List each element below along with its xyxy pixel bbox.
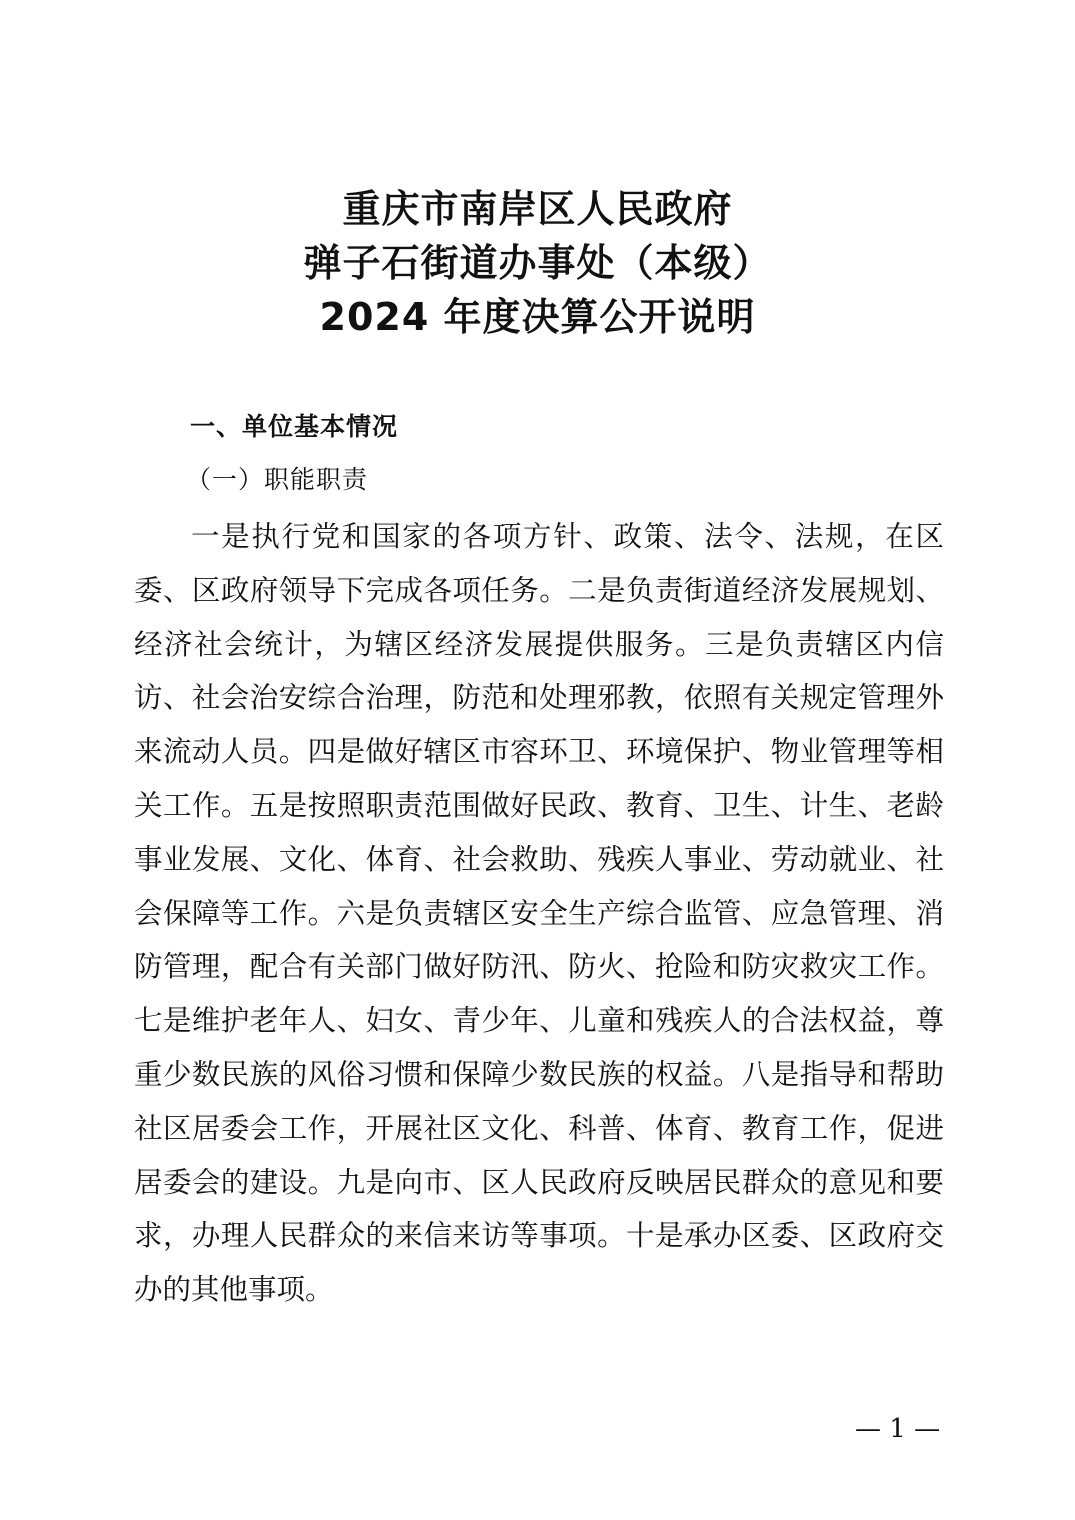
document-title	[0, 182, 1075, 344]
duties-paragraph: 一是执行党和国家的各项方针、政策、法令、法规，在区委、区政府领导下完成各项任务。二是负责街道经济发展规划、经济社会统计，为辖区经济发展提供服务。三是负责辖区内信访、社会治安综合治理，防范和处理邪教，依照有关规定管理外来流动人员。四是做好辖区市容环卫、环境保护、物业管理等相关工作。五是按照职责范围做好民政、教育、卫生、计生、老龄事业发展、文化、体育、社会救助、残疾人事业、劳动就业、社会保障等工作。六是负责辖区安全生产综合监管、应急管理、消防管理，配合有关部门做好防汛、防火、抢险和防灾救灾工作。七是维护老年人、妇女、青少年、儿童和残疾人的合法权益，尊重少数民族的风俗习惯和保障少数民族的权益。八是指导和帮助社区居委会工作，开展社区文化、科普、体育、教育工作，促进居委会的建设。九是向市、区人民政府反映居民群众的意见和要求，办理人民群众的来信来访等事项。十是承办区委、区政府交办的其他事项。	[134, 520, 944, 1307]
title-line-2: 弹子石街道办事处（本级）	[303, 241, 772, 285]
title-line-3: 2024 年度决算公开说明	[319, 295, 756, 339]
section-heading-basic-info: 一、单位基本情况	[190, 412, 399, 441]
title-line-1: 重庆市南岸区人民政府	[342, 187, 733, 231]
page-number: — 1 —	[855, 1414, 941, 1444]
subsection-heading-duties: （一）职能职责	[186, 465, 369, 494]
